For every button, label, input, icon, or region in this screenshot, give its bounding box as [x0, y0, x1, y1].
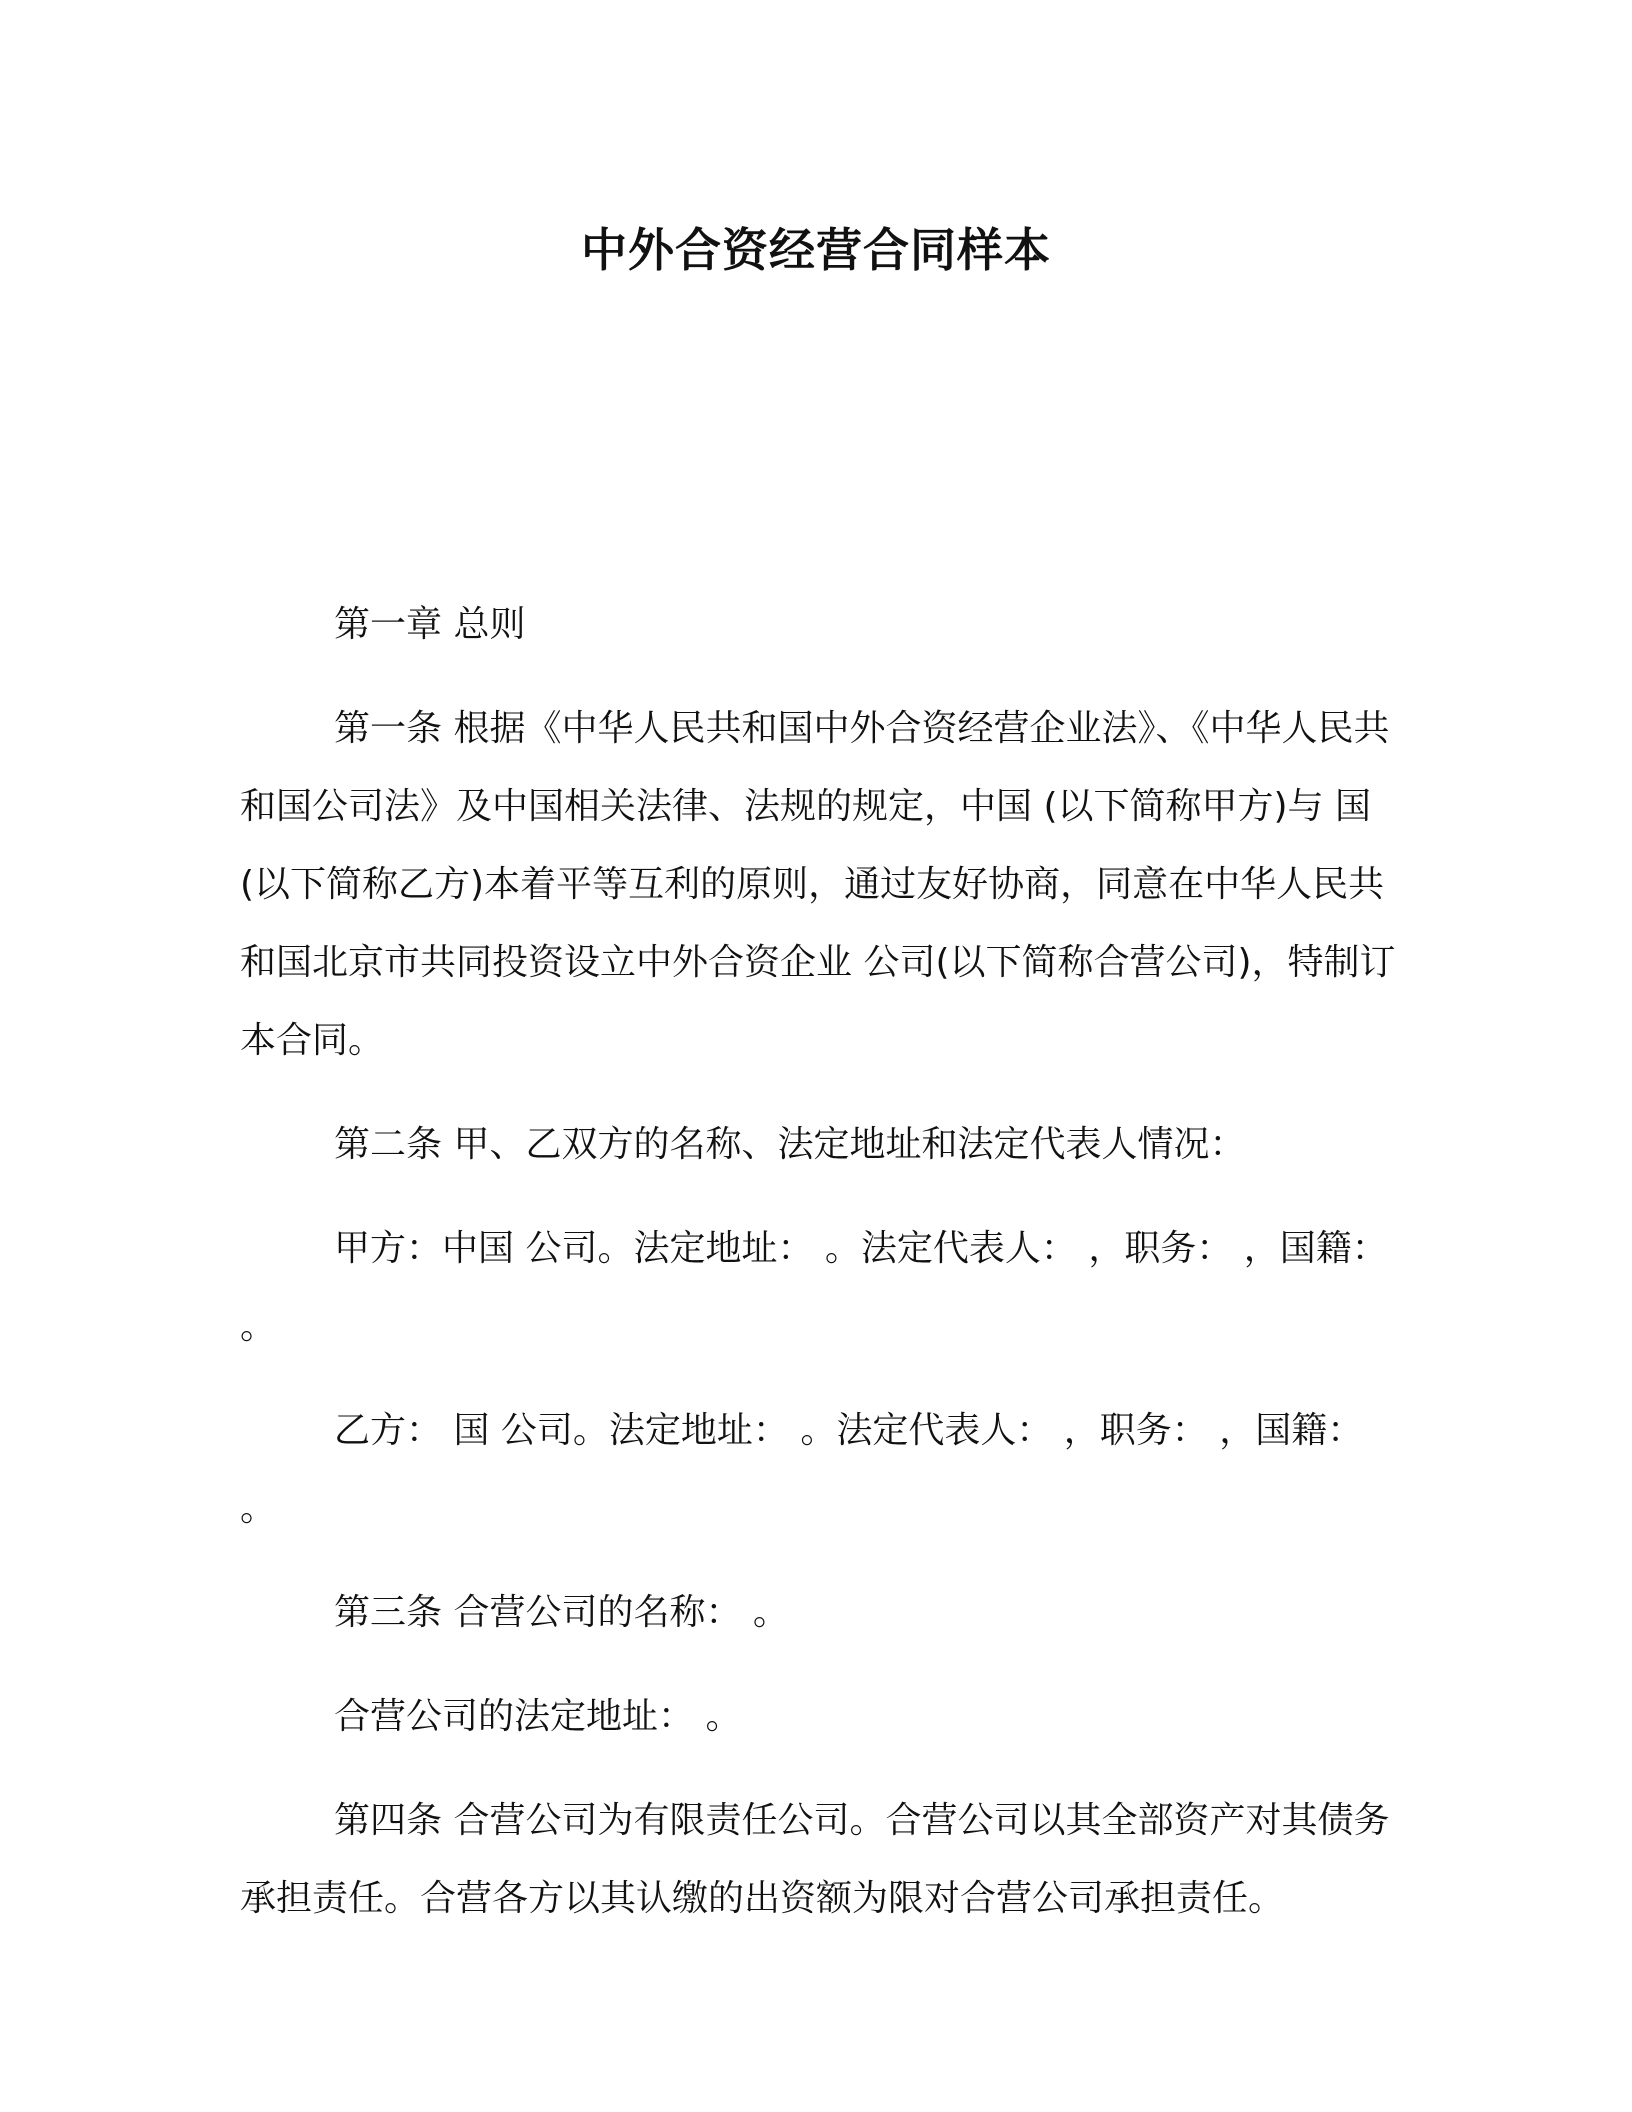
paragraph-article-3: 第三条 合营公司的名称： 。: [334, 1592, 789, 1633]
chapter-heading: 第一章 总则: [334, 604, 526, 645]
document-title: 中外合资经营合同样本: [581, 223, 1051, 277]
document-body: [240, 586, 1410, 1964]
paragraph-article-4: 第四条 合营公司为有限责任公司。合营公司以其全部资产对其债务承担责任。合营各方以其认缴的出资额为限对合营公司承担责任。: [240, 1800, 1390, 1919]
paragraph-legal-address: 合营公司的法定地址： 。: [334, 1696, 742, 1737]
paragraph-article-1: 第一条 根据《中华人民共和国中外合资经营企业法》、《中华人民共和国公司法》及中国相关法律、法规的规定，中国 (以下简称甲方)与 国 (以下简称乙方)本着平等互利的原则，通过友好协商，同意在中华人民共和国北京市共同投资设立中外合资企业 公司(以下简称合营公司)，特制订本合同。: [240, 708, 1396, 1061]
paragraph-party-a: 甲方：中国 公司。法定地址： 。法定代表人： ，职务： ，国籍： 。: [240, 1228, 1388, 1347]
paragraph-article-2: 第二条 甲、乙双方的名称、法定地址和法定代表人情况：: [334, 1124, 1246, 1165]
paragraph-party-b: 乙方： 国 公司。法定地址： 。法定代表人： ，职务： ，国籍： 。: [240, 1410, 1364, 1529]
